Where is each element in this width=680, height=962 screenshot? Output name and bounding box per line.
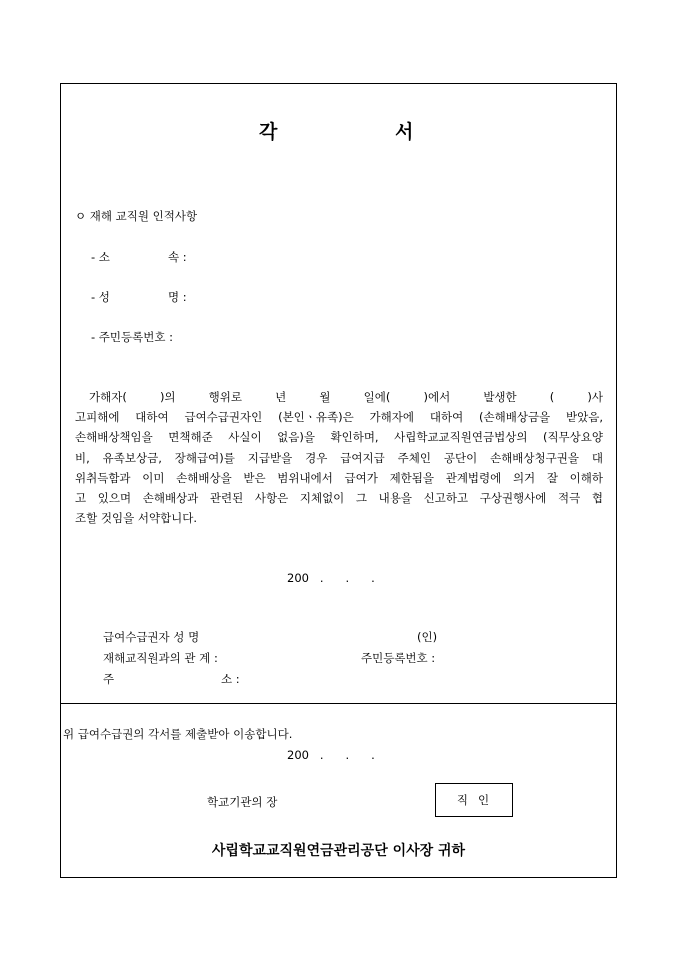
school-head-label: 학교기관의 장 — [207, 795, 278, 809]
claimant-name-label: 급여수급권자 성 명 — [103, 630, 200, 644]
official-seal-box: 직인 — [435, 783, 513, 817]
submission-date-line: 200 . . . — [287, 748, 375, 762]
relation-label: 재해교직원과의 관 계 : — [103, 651, 218, 665]
name-label: - 성 — [91, 290, 110, 304]
body-line: 손해배상책임을 면책해준 사실이 없음)을 확인하며, 사립학교교직원연금법상의 (직무상요양 — [75, 430, 603, 445]
section-divider — [61, 703, 616, 704]
body-line: 고피해에 대하여 급여수급권자인 (본인ㆍ유족)은 가해자에 대하여 (손해배상금을 받았음, — [75, 410, 603, 425]
body-line: 고 있으며 손해배상과 관련된 사항은 지체없이 그 내용을 신고하고 구상권행사에 적극 협 — [75, 491, 603, 506]
pledge-body — [75, 387, 603, 528]
body-line: 위취득함과 이미 손해배상을 받은 범위내에서 급여가 제한됨을 관계법령에 의거 잘 이해하 — [75, 470, 603, 485]
body-line: 조할 것임을 서약합니다. — [75, 511, 198, 526]
address-label-end: 소 : — [221, 672, 240, 686]
title-left-char: 각 — [259, 121, 278, 143]
submission-note: 위 급여수급권의 각서를 제출받아 이송합니다. — [63, 727, 293, 741]
rrn-label: - 주민등록번호 : — [91, 330, 173, 344]
title-right-char: 서 — [395, 121, 414, 143]
pledge-form — [60, 83, 617, 878]
affiliation-label-end: 속 : — [168, 250, 187, 264]
body-line: 가해자( )의 행위로 년 월 일에( )에서 발생한 ( )사 — [89, 390, 603, 404]
name-label-end: 명 : — [168, 290, 187, 304]
seal-mark: (인) — [417, 630, 438, 644]
recipient-line: 사립학교교직원연금관리공단 이사장 귀하 — [211, 843, 466, 859]
address-label: 주 — [103, 672, 115, 686]
date-line: 200 . . . — [287, 571, 375, 585]
claimant-rrn-label: 주민등록번호 : — [361, 651, 436, 665]
affiliation-label: - 소 — [91, 250, 110, 264]
section-heading: ㅇ 재해 교직원 인적사항 — [75, 209, 198, 223]
body-line: 비, 유족보상금, 장해급여)를 지급받을 경우 급여지급 주체인 공단이 손해배상청구권을 대 — [75, 450, 603, 465]
